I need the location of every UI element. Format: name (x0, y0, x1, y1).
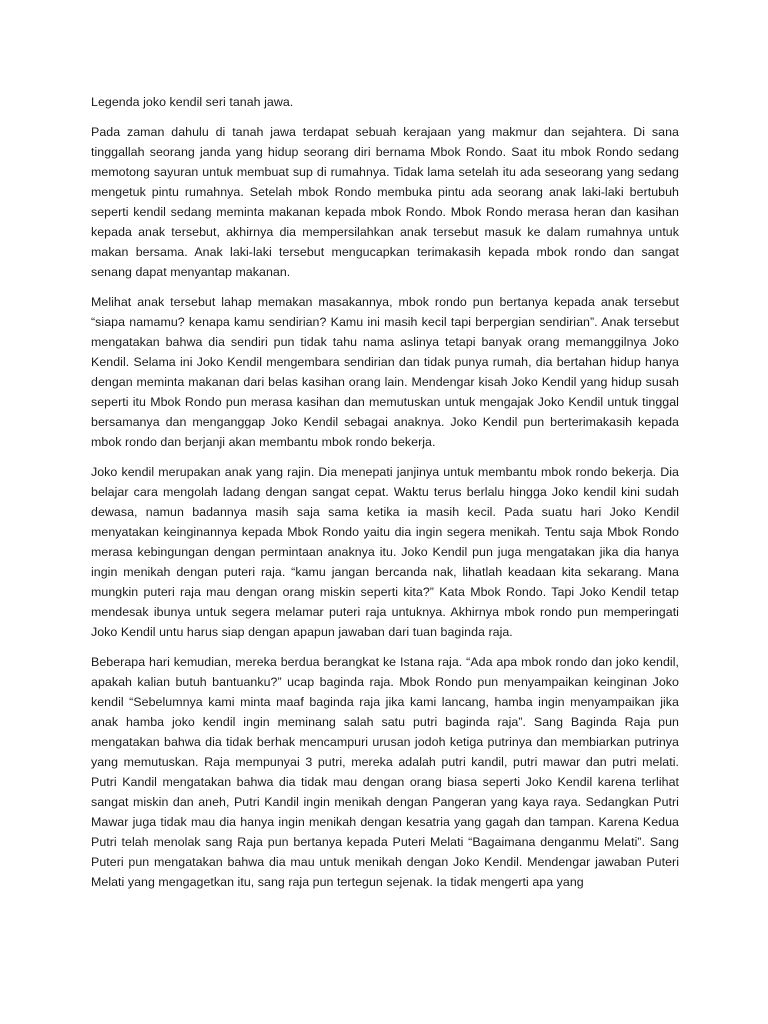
paragraph-4: Beberapa hari kemudian, mereka berdua berangkat ke Istana raja. “Ada apa mbok rondo dan joko kendil, apakah kalian butuh bantuanku?” ucap baginda raja. Mbok Rondo pun menyampaikan keinginan Joko kendil “Sebelumnya kami minta maaf baginda raja jika kami lancang, hamba ingin menyampaikan jika anak hamba joko kendil ingin meminang salah satu putri baginda raja”. Sang Baginda Raja pun mengatakan bahwa dia tidak berhak mencampuri urusan jodoh ketiga putrinya dan membiarkan putrinya yang memutuskan. Raja mempunyai 3 putri, mereka adalah putri kandil, putri mawar dan putri melati. Putri Kandil mengatakan bahwa dia tidak mau dengan orang biasa seperti Joko Kendil karena terlihat sangat miskin dan aneh, Putri Kandil ingin menikah dengan Pangeran yang kaya raya. Sedangkan Putri Mawar juga tidak mau dia hanya ingin menikah dengan kesatria yang gagah dan tampan. Karena Kedua Putri telah menolak sang Raja pun bertanya kepada Puteri Melati “Bagaimana denganmu Melati”. Sang Puteri pun mengatakan bahwa dia mau untuk menikah dengan Joko Kendil. Mendengar jawaban Puteri Melati yang mengagetkan itu, sang raja pun tertegun sejenak. Ia tidak mengerti apa yang (91, 655, 679, 889)
paragraph-3: Joko kendil merupakan anak yang rajin. Dia menepati janjinya untuk membantu mbok rondo bekerja. Dia belajar cara mengolah ladang dengan sangat cepat. Waktu terus berlalu hingga Joko kendil kini sudah dewasa, namun badannya masih saja sama ketika ia masih kecil. Pada suatu hari Joko Kendil menyatakan keinginannya kepada Mbok Rondo yaitu dia ingin segera menikah. Tentu saja Mbok Rondo merasa kebingungan dengan permintaan anaknya itu. Joko Kendil pun juga mengatakan jika dia hanya ingin menikah dengan puteri raja. “kamu jangan bercanda nak, lihatlah keadaan kita sekarang. Mana mungkin puteri raja mau dengan orang miskin seperti kita?” Kata Mbok Rondo. Tapi Joko Kendil tetap mendesak ibunya untuk segera melamar puteri raja untuknya. Akhirnya mbok rondo pun memperingati Joko Kendil untu harus siap dengan apapun jawaban dari tuan baginda raja. (91, 465, 679, 639)
document-body (91, 92, 679, 902)
document-title: Legenda joko kendil seri tanah jawa. (91, 95, 294, 109)
paragraph-1: Pada zaman dahulu di tanah jawa terdapat sebuah kerajaan yang makmur dan sejahtera. Di sana tinggallah seorang janda yang hidup seorang diri bernama Mbok Rondo. Saat itu mbok Rondo sedang memotong sayuran untuk membuat sup di rumahnya. Tidak lama setelah itu ada seseorang yang sedang mengetuk pintu rumahnya. Setelah mbok Rondo membuka pintu ada seorang anak laki-laki bertubuh seperti kendil sedang meminta makanan kepada mbok Rondo. Mbok Rondo merasa heran dan kasihan kepada anak tersebut, akhirnya dia mempersilahkan anak tersebut masuk ke dalam rumahnya untuk makan bersama. Anak laki-laki tersebut mengucapkan terimakasih kepada mbok rondo dan sangat senang dapat menyantap makanan. (91, 125, 679, 279)
paragraph-2: Melihat anak tersebut lahap memakan masakannya, mbok rondo pun bertanya kepada anak tersebut “siapa namamu? kenapa kamu sendirian? Kamu ini masih kecil tapi berpergian sendirian”. Anak tersebut mengatakan bahwa dia sendiri pun tidak tahu nama aslinya tetapi banyak orang memanggilnya Joko Kendil. Selama ini Joko Kendil mengembara sendirian dan tidak punya rumah, dia bertahan hidup hanya dengan meminta makanan dari belas kasihan orang lain. Mendengar kisah Joko Kendil yang hidup susah seperti itu Mbok Rondo pun merasa kasihan dan memutuskan untuk mengajak Joko Kendil untuk tinggal bersamanya dan menganggap Joko Kendil sebagai anaknya. Joko Kendil pun berterimakasih kepada mbok rondo dan berjanji akan membantu mbok rondo bekerja. (91, 295, 679, 449)
